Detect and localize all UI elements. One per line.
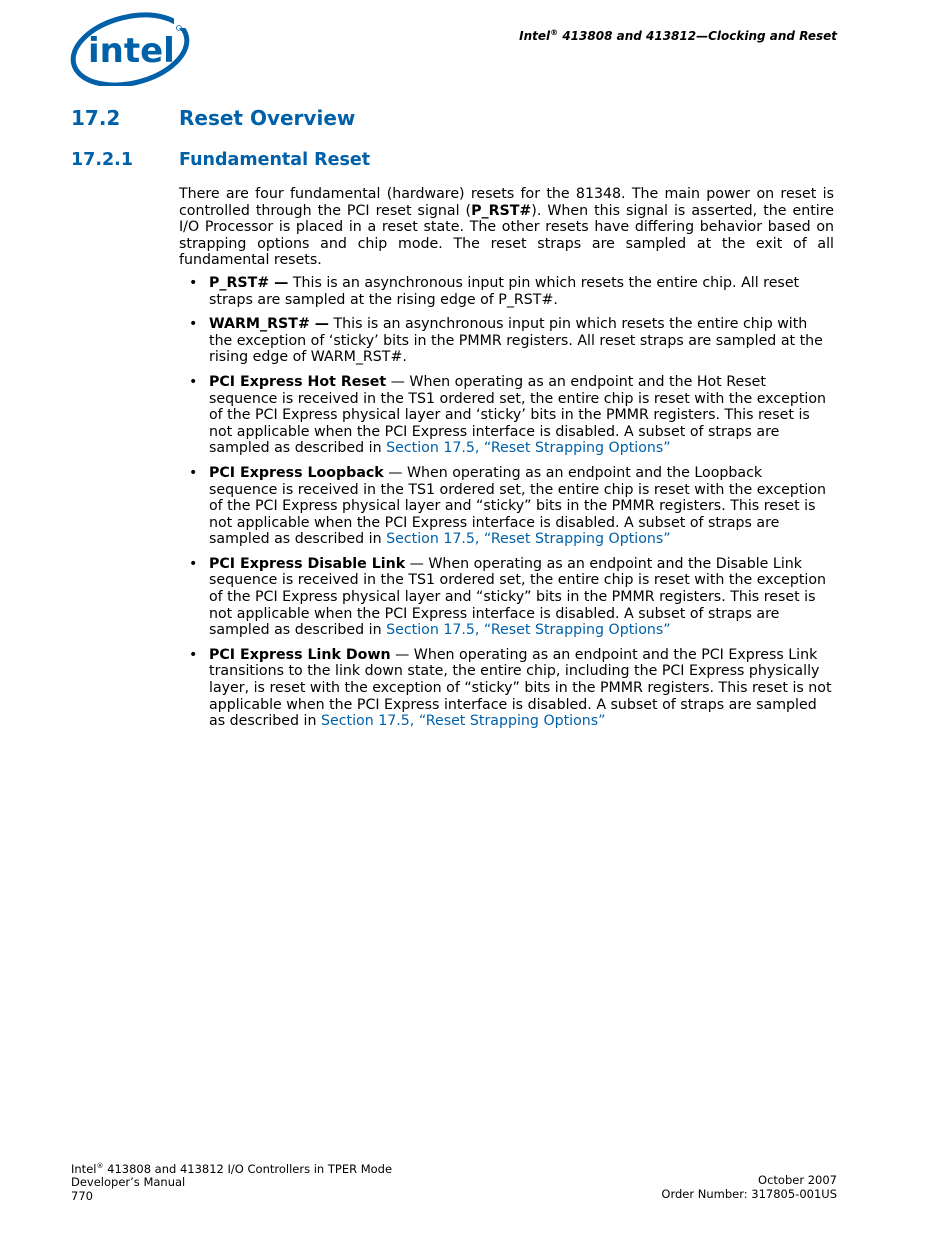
bullet-icon: • [189, 274, 198, 291]
bullet-icon: • [189, 464, 198, 481]
section-title: Reset Overview [179, 106, 356, 130]
cross-reference-link[interactable]: Section 17.5, “Reset Strapping Options” [386, 440, 671, 457]
cross-reference-link[interactable]: Section 17.5, “Reset Strapping Options” [386, 531, 671, 548]
footer-order-number: Order Number: 317805-001US [661, 1186, 837, 1201]
reset-list [179, 275, 834, 730]
footer-manual: Developer’s Manual [71, 1175, 186, 1190]
page-number: 770 [71, 1188, 93, 1203]
list-item: • PCI Express Hot Reset — When operating as an endpoint and the Hot Reset sequence is received in the TS1 ordered set, the entire chip is reset with the exception of the PCI Express physical layer and ‘sticky’ bits in the PMMR registers. This reset is not applicable when the PCI Express interface is disabled. A subset of straps are sampled as described in Section 17.5, “Reset Strapping Options” [189, 373, 827, 457]
intro-paragraph: There are four fundamental (hardware) resets for the 81348. The main power on reset is controlled through the PCI reset signal (P_RST#). When this signal is asserted, the entire I/O Processor is placed in a reset state. The other resets have differing behavior based on strapping options and chip mode. The reset straps are sampled at the exit of all fundamental resets. [179, 186, 834, 269]
section-heading [71, 106, 355, 130]
footer-left [71, 1160, 392, 1203]
footer-date: October 2007 [758, 1173, 837, 1187]
body-text [179, 186, 834, 738]
subsection-heading [71, 150, 370, 170]
cross-reference-link[interactable]: Section 17.5, “Reset Strapping Options” [386, 622, 671, 639]
list-item: • PCI Express Link Down — When operating as an endpoint and the PCI Express Link transitions to the link down state, the entire chip, including the PCI Express physically layer, is reset with the exception of “sticky” bits in the PMMR registers. This reset is not applicable when the PCI Express interface is disabled. A subset of straps are sampled as described in Section 17.5, “Reset Strapping Options” [189, 646, 832, 730]
subsection-number: 17.2.1 [71, 150, 134, 170]
list-item: • PCI Express Disable Link — When operating as an endpoint and the Disable Link sequence is received in the TS1 ordered set, the entire chip is reset with the exception of the PCI Express physical layer and “sticky” bits in the PMMR registers. This reset is not applicable when the PCI Express interface is disabled. A subset of straps are sampled as described in Section 17.5, “Reset Strapping Options” [189, 555, 827, 639]
subsection-title: Fundamental Reset [179, 150, 371, 170]
bullet-icon: • [189, 646, 198, 663]
running-header: Intel® 413808 and 413812—Clocking and Reset [519, 28, 837, 43]
intel-logo [68, 10, 194, 86]
bullet-icon: • [189, 555, 198, 572]
section-number: 17.2 [71, 106, 121, 130]
bullet-icon: • [189, 316, 198, 333]
footer-product: Intel® 413808 and 413812 I/O Controllers in TPER Mode [71, 1161, 393, 1176]
list-item: • PCI Express Loopback — When operating as an endpoint and the Loopback sequence is received in the TS1 ordered set, the entire chip is reset with the exception of the PCI Express physical layer and “sticky” bits in the PMMR registers. This reset is not applicable when the PCI Express interface is disabled. A subset of straps are sampled as described in Section 17.5, “Reset Strapping Options” [189, 464, 827, 548]
cross-reference-link[interactable]: Section 17.5, “Reset Strapping Options” [321, 713, 606, 730]
footer-right [661, 1174, 837, 1201]
list-item: • WARM_RST# — This is an asynchronous input pin which resets the entire chip with the exception of ‘sticky’ bits in the PMMR registers. All reset straps are sampled at the rising edge of WARM_RST#. [189, 316, 823, 366]
bullet-icon: • [189, 373, 198, 390]
list-item: • P_RST# — This is an asynchronous input pin which resets the entire chip. All reset straps are sampled at the rising edge of P_RST#. [189, 274, 800, 308]
svg-text:intel: intel [88, 31, 175, 71]
